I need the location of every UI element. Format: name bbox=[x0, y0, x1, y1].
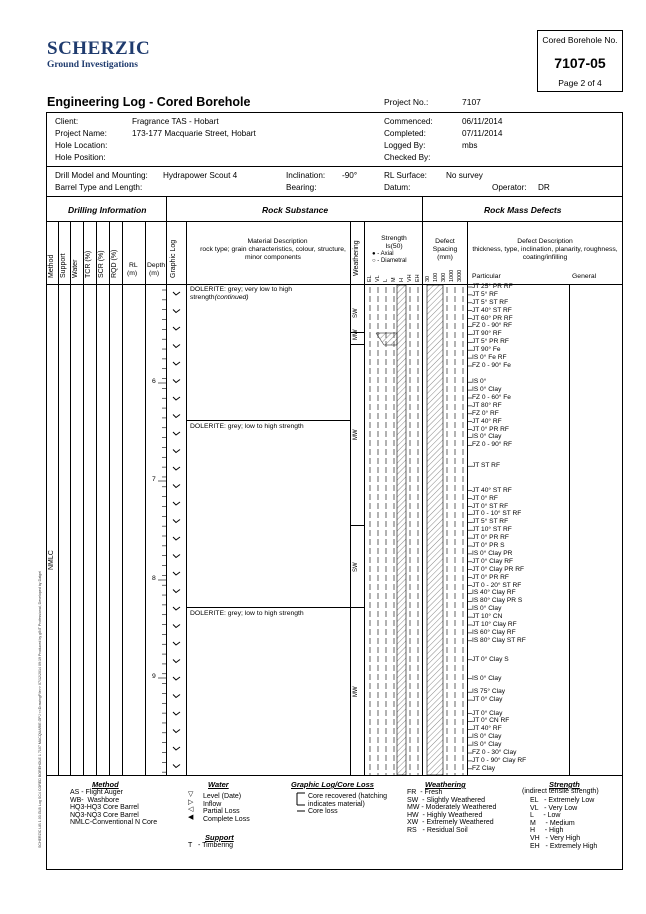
strength-bar bbox=[397, 285, 406, 775]
col-material-sub: rock type; grain characteristics, colour, structure, minor components bbox=[200, 246, 346, 261]
client-label: Client: bbox=[55, 117, 79, 126]
material-2: DOLERITE: grey; low to high strength bbox=[190, 423, 304, 430]
strength-scale-vl: VL bbox=[375, 275, 381, 282]
col-rqd: RQD (%) bbox=[111, 249, 118, 278]
strength-scale-el: EL bbox=[367, 275, 373, 282]
side-note: SCHERZIC LIB 1.03.GLB Log SC4 CORED BOREHOLE 1 7107 MACQUARIE.GPJ <<DrawingFile>> 07/12/2014 09:19 Produced by gINT Professional, Developed by Datgel bbox=[38, 571, 42, 848]
defect-item: FZ 0 - 90° Fe bbox=[472, 361, 511, 369]
legend-water-heading: Water bbox=[208, 780, 229, 789]
barrel-label: Barrel Type and Length: bbox=[55, 183, 143, 192]
leg-water-item: Level (Date) bbox=[203, 793, 242, 800]
borehole-number: 7107-05 bbox=[554, 55, 606, 71]
material-3: DOLERITE: grey; low to high strength bbox=[190, 610, 304, 617]
defect-item: FZ Clay bbox=[472, 764, 496, 772]
logged-label: Logged By: bbox=[384, 141, 426, 150]
col-defect-spacing-unit: (mm) bbox=[437, 254, 453, 261]
defect-item: IS 75° Clay bbox=[472, 688, 506, 696]
defect-item: JT 80° RF bbox=[472, 401, 502, 409]
graphic-log-chevron bbox=[173, 660, 180, 663]
graphic-log-chevron bbox=[173, 642, 180, 645]
legend-water bbox=[203, 793, 250, 823]
page-number: Page 2 of 4 bbox=[558, 78, 602, 88]
water-level-icon: ▽ bbox=[188, 791, 194, 798]
defect-item: JT 10° CN bbox=[472, 613, 503, 621]
core-recovered-icon bbox=[293, 791, 307, 817]
defect-item: FZ 0 - 30° Clay bbox=[472, 749, 517, 757]
defect-item: IS 80° Clay ST RF bbox=[472, 636, 526, 644]
col-rl: RL bbox=[129, 262, 138, 269]
defect-item: JT 0° ST RF bbox=[472, 502, 509, 510]
col-method: Method bbox=[48, 254, 55, 278]
defect-item: IS 0° Clay PR bbox=[472, 549, 513, 557]
borehole-label: Cored Borehole No. bbox=[542, 35, 618, 45]
leg-water-item: Partial Loss bbox=[203, 808, 240, 816]
col-defect-description: Defect Description bbox=[517, 238, 573, 245]
company-logo-name: SCHERZIC bbox=[47, 38, 151, 59]
defect-item: JT 40° ST RF bbox=[472, 486, 512, 494]
leg-method-item: HQ3-HQ3 Core Barrel bbox=[70, 804, 139, 812]
strength-bar-low bbox=[376, 333, 397, 345]
col-rl-unit: (m) bbox=[127, 270, 138, 277]
legend-support-heading: Support bbox=[205, 833, 234, 842]
water-symbols bbox=[188, 791, 193, 821]
col-graphic-log: Graphic Log bbox=[170, 239, 177, 278]
defect-item: JT 0 - 20° ST RF bbox=[472, 581, 522, 589]
defect-item: JT 0° Clay PR RF bbox=[472, 565, 524, 573]
operator-value: DR bbox=[538, 183, 550, 192]
datum-label: Datum: bbox=[384, 183, 411, 192]
leg-graphic-item: Core loss bbox=[308, 808, 338, 816]
operator-label: Operator: bbox=[492, 183, 527, 192]
col-particular: Particular bbox=[472, 273, 501, 280]
defect-item: FZ 0° RF bbox=[472, 409, 499, 417]
method-value: NMLC bbox=[48, 550, 55, 570]
graphic-log-chevron bbox=[173, 590, 180, 593]
col-strength: Strength bbox=[381, 235, 407, 242]
graphic-log-chevron bbox=[173, 362, 180, 365]
graphic-log-chevron bbox=[173, 415, 180, 418]
defect-item: JT 60° PR RF bbox=[472, 314, 513, 322]
leg-graphic-item: indicates material) bbox=[308, 800, 365, 808]
leg-weathering-item: HW - Highly Weathered bbox=[407, 811, 483, 819]
drill-value: Hydrapower Scout 4 bbox=[163, 171, 238, 180]
section-rock-mass-defects: Rock Mass Defects bbox=[484, 205, 562, 215]
rl-surface-value: No survey bbox=[446, 171, 483, 180]
defect-item: JT 0° Clay S bbox=[472, 655, 509, 663]
depth-7: 7 bbox=[152, 476, 156, 483]
legend-support bbox=[188, 842, 233, 850]
client-value: Fragrance TAS - Hobart bbox=[132, 117, 219, 126]
leg-strength-item: L - Low bbox=[530, 812, 561, 820]
spacing-bar bbox=[427, 285, 443, 775]
graphic-log-chevron bbox=[173, 537, 180, 540]
col-water: Water bbox=[72, 259, 79, 278]
leg-strength-item: VH - Very High bbox=[530, 834, 581, 842]
col-defect-spacing: Defect bbox=[435, 238, 455, 245]
checked-label: Checked By: bbox=[384, 153, 431, 162]
col-weathering: Weathering bbox=[353, 240, 360, 276]
col-material: Material Description bbox=[247, 238, 308, 245]
graphic-log-chevron bbox=[173, 555, 180, 558]
hole-location-label: Hole Location: bbox=[55, 141, 108, 150]
leg-water-item: Inflow bbox=[203, 800, 222, 808]
defect-item: FZ 0 - 90° RF bbox=[472, 441, 513, 449]
leg-water-item: Complete Loss bbox=[203, 815, 250, 823]
strength-scale-vh: VH bbox=[407, 274, 413, 282]
defect-item: JT 0° PR RF bbox=[472, 573, 509, 581]
legend-weathering bbox=[407, 789, 496, 835]
spacing-scale-30: 30 bbox=[425, 275, 431, 282]
logged-value: mbs bbox=[462, 141, 478, 150]
graphic-log-chevron bbox=[173, 607, 180, 610]
defect-item: JT 40° RF bbox=[472, 417, 502, 425]
weathering-3: MW bbox=[353, 429, 359, 440]
graphic-log-chevron bbox=[173, 432, 180, 435]
bearing-label: Bearing: bbox=[286, 183, 317, 192]
defect-item: JT 0° PR S bbox=[472, 542, 505, 549]
spacing-scale-3000: 3000 bbox=[457, 269, 463, 282]
strength-scale-l: L bbox=[383, 278, 389, 282]
col-tcr: TCR (%) bbox=[85, 250, 92, 278]
defect-item: JT 0° Clay bbox=[472, 696, 503, 704]
defect-item: FZ 0 - 90° RF bbox=[472, 322, 513, 330]
defect-item: JT 0° PR RF bbox=[472, 425, 509, 433]
graphic-log-chevron bbox=[173, 485, 180, 488]
commenced-label: Commenced: bbox=[384, 117, 433, 126]
graphic-log-chevron bbox=[173, 450, 180, 453]
legend-graphic-heading: Graphic Log/Core Loss bbox=[291, 780, 374, 789]
weathering-5: MW bbox=[353, 686, 359, 697]
page-title: Engineering Log - Cored Borehole bbox=[47, 95, 251, 109]
col-depth: Depth bbox=[147, 262, 166, 269]
water-complete-loss-icon: ◀ bbox=[188, 813, 194, 821]
rl-surface-label: RL Surface: bbox=[384, 171, 427, 180]
project-name-label: Project Name: bbox=[55, 129, 107, 138]
graphic-log-chevron bbox=[173, 712, 180, 715]
col-general: General bbox=[572, 273, 597, 280]
leg-strength-item: EL - Extremely Low bbox=[530, 797, 595, 804]
legend-weathering-heading: Weathering bbox=[425, 780, 466, 789]
col-strength-axial: ● - Axial bbox=[372, 251, 394, 257]
defect-item: JT 5° RF bbox=[472, 290, 498, 298]
graphic-log-chevron bbox=[173, 502, 180, 505]
leg-method-item: NQ3-NQ3 Core Barrel bbox=[70, 811, 139, 819]
legend-strength bbox=[530, 797, 597, 850]
defect-item: JT 10° ST RF bbox=[472, 526, 512, 534]
leg-method-item: AS - Flight Auger bbox=[70, 789, 123, 796]
leg-strength-item: M - Medium bbox=[530, 819, 575, 827]
graphic-log-chevron bbox=[173, 467, 180, 470]
leg-method-item: NMLC-Conventional N Core bbox=[70, 819, 158, 827]
strength-scale-h: H bbox=[399, 278, 405, 282]
graphic-log-chevron bbox=[173, 327, 180, 330]
defect-item: JT 25° PR RF bbox=[472, 283, 513, 290]
col-defect-spacing-sub: Spacing bbox=[432, 246, 458, 253]
defect-item: JT 40° ST RF bbox=[472, 306, 512, 314]
spacing-scale-1000: 1000 bbox=[449, 269, 455, 282]
spacing-scale-300: 300 bbox=[441, 272, 447, 282]
defect-item: JT 5° ST RF bbox=[472, 298, 509, 306]
strength-scale-eh: EH bbox=[415, 274, 421, 282]
col-support: Support bbox=[60, 253, 67, 278]
legend-method-heading: Method bbox=[92, 780, 119, 789]
depth-6: 6 bbox=[152, 378, 156, 385]
company-logo-subtitle: Ground Investigations bbox=[47, 60, 138, 70]
col-defect-sub: thickness, type, inclination, planarity, roughness, coating/infilling bbox=[472, 246, 618, 261]
defect-item: JT 90° Fe bbox=[472, 346, 501, 354]
leg-strength-item: VL - Very Low bbox=[530, 804, 578, 812]
leg-strength-item: EH - Extremely High bbox=[530, 842, 598, 850]
defect-item: JT 40° RF bbox=[472, 725, 502, 733]
commenced-value: 06/11/2014 bbox=[462, 117, 503, 126]
defect-item: JT 5° ST RF bbox=[472, 518, 509, 526]
project-no-value: 7107 bbox=[462, 97, 481, 107]
leg-method-item: WB- Washbore bbox=[70, 796, 120, 804]
defect-item: JT 5° PR RF bbox=[472, 338, 509, 346]
defect-item: JT 0° RF bbox=[472, 494, 498, 502]
defect-item: JT ST RF bbox=[472, 462, 500, 470]
defect-item: JT 0 - 10° ST RF bbox=[472, 510, 522, 518]
defect-item: IS 60° Clay RF bbox=[472, 628, 516, 636]
weathering-2: MW bbox=[353, 329, 359, 340]
defect-item: IS 0° Fe RF bbox=[472, 354, 507, 362]
drill-label: Drill Model and Mounting: bbox=[55, 171, 148, 180]
section-rock-substance: Rock Substance bbox=[262, 205, 329, 215]
defect-item: JT 0° Clay bbox=[472, 709, 503, 717]
depth-8: 8 bbox=[152, 575, 156, 582]
legend-strength-sub: (indirect tensile strength) bbox=[522, 788, 599, 795]
graphic-log-chevron bbox=[173, 677, 180, 680]
defect-item: IS 40° Clay RF bbox=[472, 589, 516, 597]
completed-value: 07/11/2014 bbox=[462, 129, 503, 138]
defect-item: JT 10° Clay RF bbox=[472, 621, 517, 628]
spacing-scale-100: 100 bbox=[433, 272, 439, 282]
defect-item: JT 0 - 90° Clay RF bbox=[472, 756, 527, 764]
graphic-log-chevron bbox=[173, 380, 180, 383]
hole-position-label: Hole Position: bbox=[55, 153, 106, 162]
graphic-log-chevron bbox=[173, 572, 180, 575]
defect-item: IS 0° Clay bbox=[472, 605, 502, 613]
col-strength-sub: Is(50) bbox=[385, 243, 403, 250]
leg-strength-item: H - High bbox=[530, 827, 564, 835]
defect-item: IS 0° Clay bbox=[472, 741, 502, 749]
defect-item: IS 0° bbox=[472, 378, 487, 386]
graphic-log-chevron bbox=[173, 730, 180, 733]
graphic-log-chevron bbox=[173, 625, 180, 628]
project-name-value: 173-177 Macquarie Street, Hobart bbox=[132, 129, 256, 138]
material-1-text: DOLERITE: grey; very low to high strength bbox=[190, 286, 292, 301]
leg-weathering-item: RS - Residual Soil bbox=[407, 826, 468, 834]
defect-item: IS 0° Clay bbox=[472, 674, 502, 682]
defect-item: JT 0° Clay RF bbox=[472, 557, 513, 565]
leg-support-item: T - Timbering bbox=[188, 842, 233, 849]
leg-weathering-item: XW - Extremely Weathered bbox=[407, 819, 494, 827]
graphic-log-chevron bbox=[173, 345, 180, 348]
weathering-1: SW bbox=[353, 308, 359, 318]
graphic-log-chevron bbox=[173, 397, 180, 400]
defect-item: JT 0° CN RF bbox=[472, 717, 510, 725]
leg-graphic-item: Core recovered (hatching bbox=[308, 793, 387, 800]
defect-item: JT 0° PR RF bbox=[472, 534, 509, 542]
inclination-label: Inclination: bbox=[286, 171, 326, 180]
legend-graphic bbox=[308, 793, 387, 816]
graphic-log-chevron bbox=[173, 310, 180, 313]
defect-item: IS 0° Clay bbox=[472, 433, 502, 441]
defect-item: FZ 0 - 60° Fe bbox=[472, 393, 511, 401]
leg-weathering-item: FR - Fresh bbox=[407, 789, 443, 796]
col-depth-unit: (m) bbox=[149, 270, 160, 277]
depth-9: 9 bbox=[152, 673, 156, 680]
leg-weathering-item: SW - Slightly Weathered bbox=[407, 796, 486, 804]
defect-item: IS 0° Clay bbox=[472, 386, 502, 394]
defect-item: IS 0° Clay bbox=[472, 733, 502, 741]
material-1-continued: (continued) bbox=[214, 294, 249, 301]
section-drilling-information: Drilling Information bbox=[68, 205, 147, 215]
strength-scale-m: M bbox=[391, 277, 397, 282]
defect-item: JT 90° RF bbox=[472, 330, 502, 338]
graphic-log-chevron bbox=[173, 292, 180, 295]
col-strength-diametral: ○ - Diametral bbox=[372, 258, 407, 264]
inclination-value: -90° bbox=[342, 171, 358, 180]
graphic-log-chevron bbox=[173, 695, 180, 698]
project-no-label: Project No.: bbox=[384, 97, 429, 107]
water-partial-loss-icon: ◁ bbox=[188, 806, 194, 814]
defect-item: IS 80° Clay PR S bbox=[472, 597, 523, 605]
water-inflow-icon: ▷ bbox=[188, 798, 194, 806]
completed-label: Completed: bbox=[384, 129, 426, 138]
graphic-log-chevron bbox=[173, 765, 180, 768]
col-scr: SCR (%) bbox=[98, 250, 105, 278]
leg-weathering-item: MW - Moderately Weathered bbox=[407, 804, 497, 812]
depth-ticks bbox=[158, 290, 166, 772]
weathering-4: SW bbox=[353, 562, 359, 572]
legend-method bbox=[70, 789, 157, 827]
graphic-log-chevron bbox=[173, 747, 180, 750]
graphic-log-chevron bbox=[173, 520, 180, 523]
legend-strength-heading: Strength bbox=[549, 780, 580, 789]
